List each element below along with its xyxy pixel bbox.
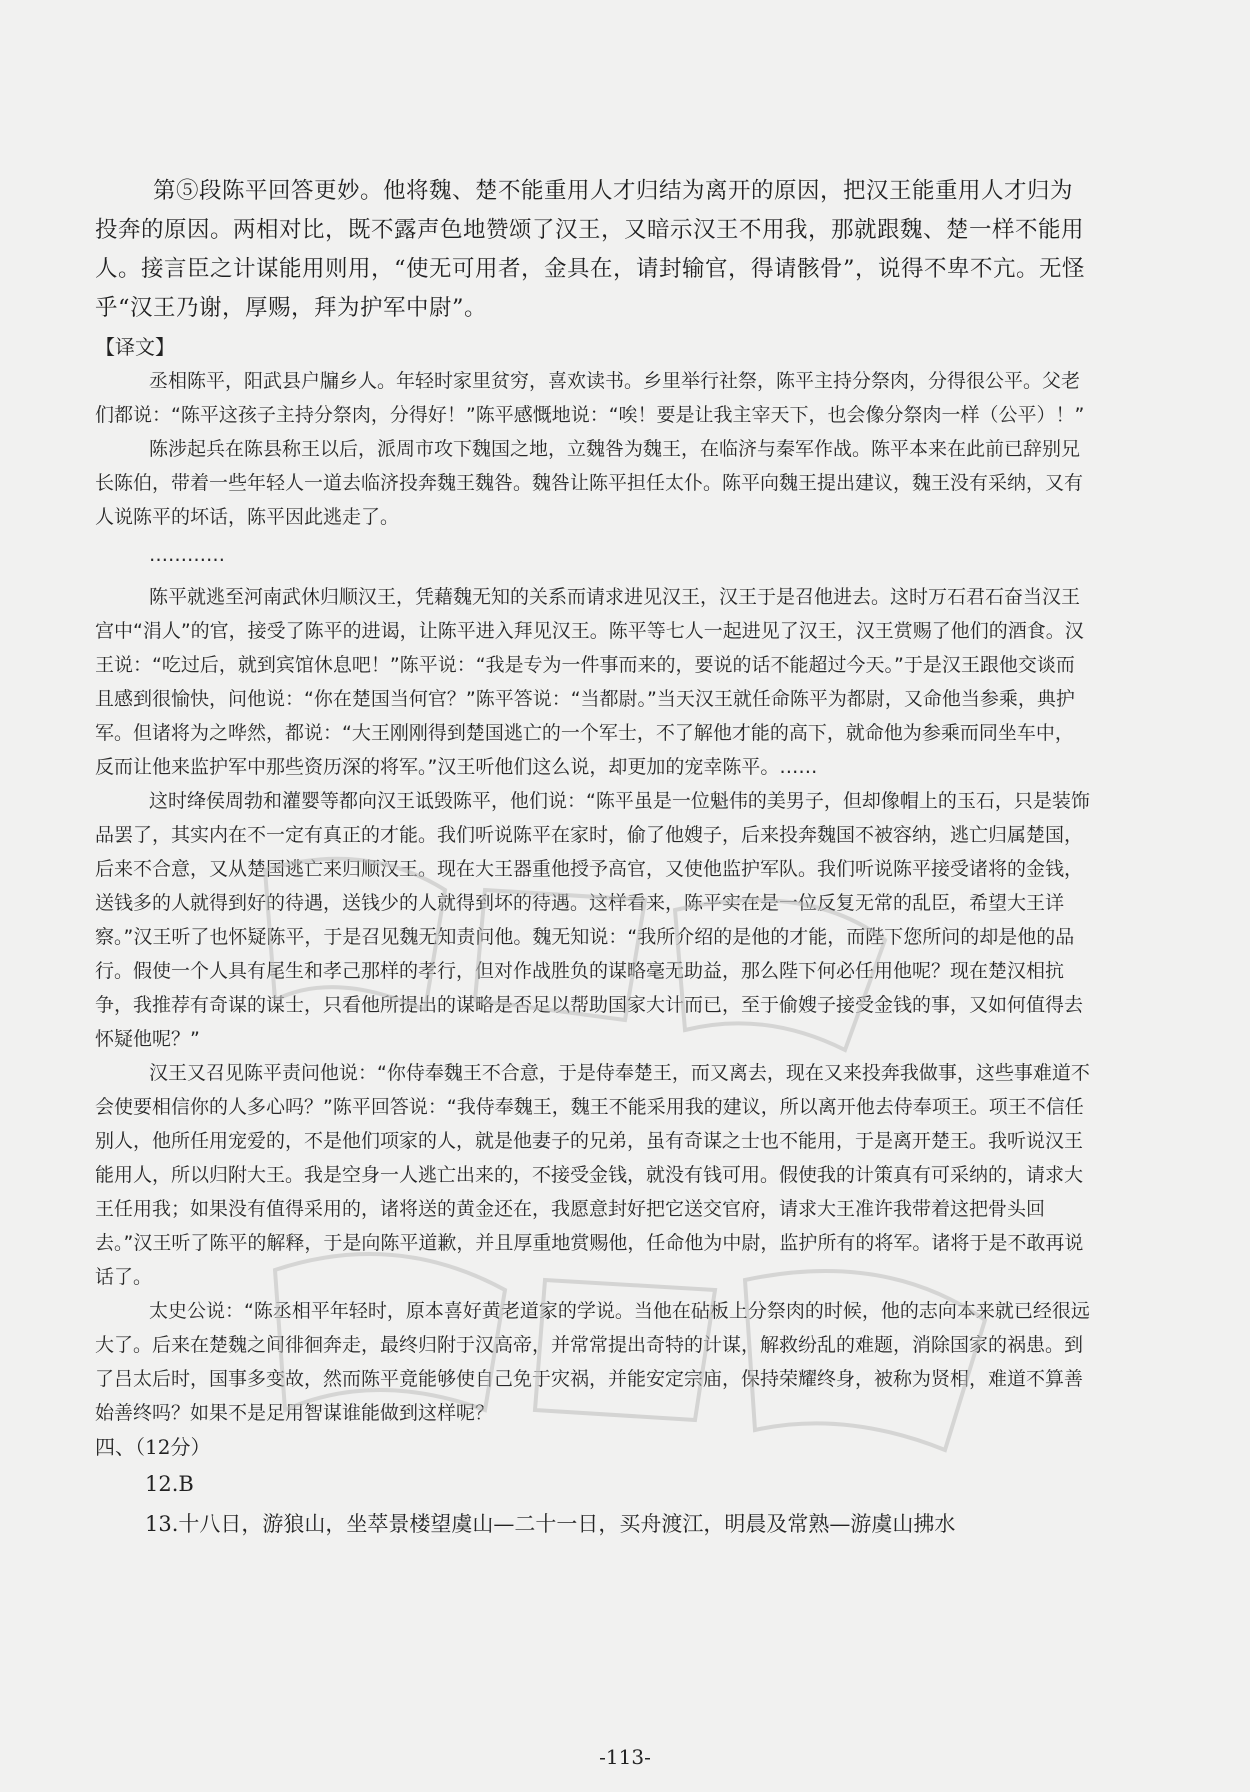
answer-13: 13.十八日，游狼山，坐萃景楼望虞山—二十一日，买舟渡江，明晨及常熟—游虞山拂水 [145,1512,956,1536]
translation-paragraph-6: 太史公说：“陈丞相平年轻时，原本喜好黄老道家的学说。当他在砧板上分祭肉的时候，他的志向本来就已经很远大了。后来在楚魏之间徘徊奔走，最终归附于汉高帝，并常常提出奇特的计谋，解救纷乱的难题，消除国家的祸患。到了吕太后时，国事多变故，然而陈平竟能够使自己免于灾祸，并能安定宗庙，保持荣耀终身，被称为贤相，难道不算善始善终吗？如果不是足用智谋谁能做到这样呢？ [95,1300,1090,1424]
translation-paragraph-2: 陈涉起兵在陈县称王以后，派周市攻下魏国之地，立魏咎为魏王，在临济与秦军作战。陈平本来在此前已辞别兄长陈伯，带着一些年轻人一道去临济投奔魏王魏咎。魏咎让陈平担任太仆。陈平向魏王提出建议，魏王没有采纳，又有人说陈平的坏话，陈平因此逃走了。 [95,438,1084,528]
translation-heading: 【译文】 [95,335,175,359]
page-number: -113- [599,1745,651,1769]
document-content [95,172,1090,1544]
translation-paragraph-5: 汉王又召见陈平责问他说：“你侍奉魏王不合意，于是侍奉楚王，而又离去，现在又来投奔我做事，这些事难道不会使要相信你的人多心吗？”陈平回答说：“我侍奉魏王，魏王不能采用我的建议，所以离开他去侍奉项王。项王不信任别人，他所任用宠爱的，不是他们项家的人，就是他妻子的兄弟，虽有奇谋之士也不能用，于是离开楚王。我听说汉王能用人，所以归附大王。我是空身一人逃亡出来的，不接受金钱，就没有钱可用。假使我的计策真有可采纳的，请求大王任用我；如果没有值得采用的，诸将送的黄金还在，我愿意封好把它送交官府，请求大王准许我带着这把骨头回去。”汉王听了陈平的解释，于是向陈平道歉，并且厚重地赏赐他，任命他为中尉，监护所有的将军。诸将于是不敢再说话了。 [95,1062,1090,1288]
answer-12: 12.B [145,1472,194,1496]
translation-paragraph-3: 陈平就逃至河南武休归顺汉王，凭藉魏无知的关系而请求进见汉王，汉王于是召他进去。这时万石君石奋当汉王宫中“涓人”的官，接受了陈平的进谒，让陈平进入拜见汉王。陈平等七人一起进见了汉王，汉王赏赐了他们的酒食。汉王说：“吃过后，就到宾馆休息吧！”陈平说：“我是专为一件事而来的，要说的话不能超过今天。”于是汉王跟他交谈而且感到很愉快，问他说：“你在楚国当何官？”陈平答说：“当都尉。”当天汉王就任命陈平为都尉，又命他当参乘，典护军。但诸将为之哗然，都说：“大王刚刚得到楚国逃亡的一个军士，不了解他才能的高下，就命他为参乘而同坐车中，反而让他来监护军中那些资历深的将军。”汉王听他们这么说，却更加的宠幸陈平。…… [95,586,1084,778]
translation-ellipsis: ………… [149,544,225,566]
section-four-label: 四、（12分） [95,1435,211,1459]
translation-paragraph-1: 丞相陈平，阳武县户牖乡人。年轻时家里贫穷，喜欢读书。乡里举行社祭，陈平主持分祭肉，分得很公平。父老们都说：“陈平这孩子主持分祭肉，分得好！”陈平感慨地说：“唉！要是让我主宰天下，也会像分祭肉一样（公平）！” [95,370,1085,426]
translation-paragraph-4: 这时绛侯周勃和灌婴等都向汉王诋毁陈平，他们说：“陈平虽是一位魁伟的美男子，但却像帽上的玉石，只是装饰品罢了，其实内在不一定有真正的才能。我们听说陈平在家时，偷了他嫂子，后来投奔魏国不被容纳，逃亡归属楚国，后来不合意，又从楚国逃亡来归顺汉王。现在大王器重他授予高官，又使他监护军队。我们听说陈平接受诸将的金钱，送钱多的人就得到好的待遇，送钱少的人就得到坏的待遇。这样看来，陈平实在是一位反复无常的乱臣，希望大王详察。”汉王听了也怀疑陈平，于是召见魏无知责问他。魏无知说：“我所介绍的是他的才能，而陛下您所问的却是他的品行。假使一个人具有尾生和孝己那样的孝行，但对作战胜负的谋略毫无助益，那么陛下何必任用他呢？现在楚汉相抗争，我推荐有奇谋的谋士，只看他所提出的谋略是否足以帮助国家大计而已，至于偷嫂子接受金钱的事，又如何值得去怀疑他呢？” [95,790,1090,1050]
analysis-paragraph: 第⑤段陈平回答更妙。他将魏、楚不能重用人才归结为离开的原因，把汉王能重用人才归为投奔的原因。两相对比，既不露声色地赞颂了汉王，又暗示汉王不用我，那就跟魏、楚一样不能用人。接言臣之计谋能用则用，“使无可用者，金具在，请封输官，得请骸骨”，说得不卑不亢。无怪乎“汉王乃谢，厚赐，拜为护军中尉”。 [95,178,1086,321]
